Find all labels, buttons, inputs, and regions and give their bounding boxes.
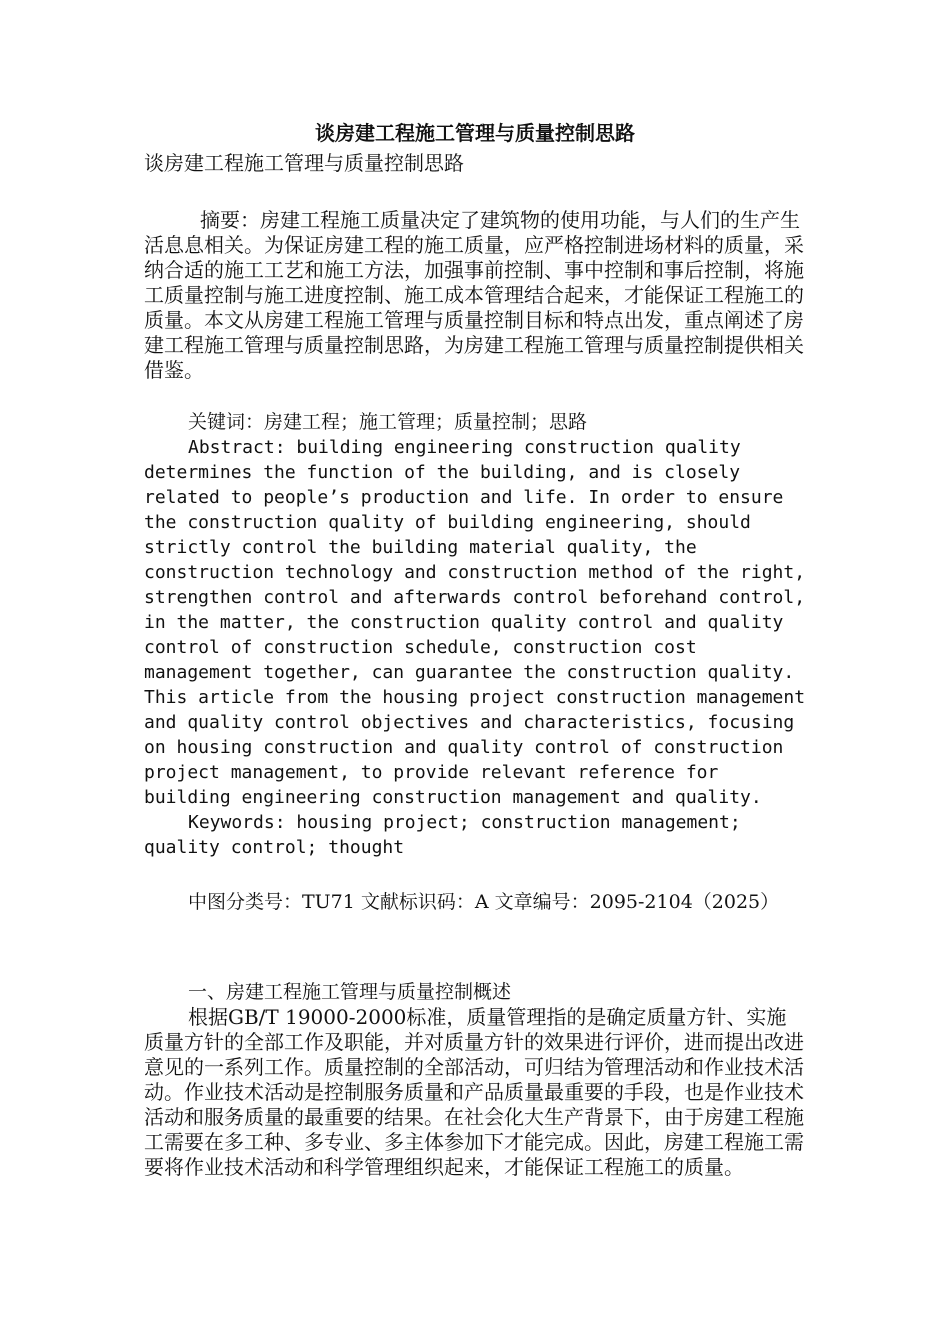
document-page [144, 118, 806, 1180]
document-title: 谈房建工程施工管理与质量控制思路 [315, 121, 635, 145]
body-paragraph: 根据GB/T 19000-2000标准，质量管理指的是确定质量方针、实施质量方针的全部工作及职能，并对质量方针的效果进行评价，进而提出改进意见的一系列工作。质量控制的全部活动，可归结为管理活动和作业技术活动。作业技术活动是控制服务质量和产品质量最重要的手段，也是作业技术活动和服务质量的最重要的结果。在社会化大生产背景下，由于房建工程施工需要在多工种、多专业、多主体参加下才能完成。因此，房建工程施工需要将作业技术活动和科学管理组织起来，才能保证工程施工的质量。 [144, 1005, 804, 1179]
section-heading: 一、房建工程施工管理与质量控制概述 [188, 981, 512, 1003]
abstract-chinese: 摘要：房建工程施工质量决定了建筑物的使用功能，与人们的生产生活息息相关。为保证房建工程的施工质量，应严格控制进场材料的质量，采纳合适的施工工艺和施工方法，加强事前控制、事中控制和事后控制，将施工质量控制与施工进度控制、施工成本管理结合起来，才能保证工程施工的质量。本文从房建工程施工管理与质量控制目标和特点出发，重点阐述了房建工程施工管理与质量控制思路，为房建工程施工管理与质量控制提供相关借鉴。 [144, 208, 804, 382]
document-subtitle: 谈房建工程施工管理与质量控制思路 [144, 151, 464, 175]
classification-info: 中图分类号：TU71 文献标识码：A 文章编号：2095-2104（2025） [188, 891, 780, 913]
abstract-english: Abstract: building engineering construction quality determines the function of the building, and is closely related to people’s production and life. In order to ensure the construction quality of building engineering, should strictly control the building material quality, the construction technology and construction method of the right, strengthen control and afterwards control beforehand control, in the matter, the construction quality control and quality control of construction schedule, construction cost management together, can guarantee the construction quality. This article from the housing project construction management and quality control objectives and characteristics, focusing on housing construction and quality control of construction project management, to provide relevant reference for building engineering construction management and quality. [144, 437, 806, 808]
keywords-english: Keywords: housing project; construction management; quality control; thought [144, 812, 741, 858]
keywords-chinese: 关键词：房建工程；施工管理；质量控制；思路 [188, 411, 588, 433]
